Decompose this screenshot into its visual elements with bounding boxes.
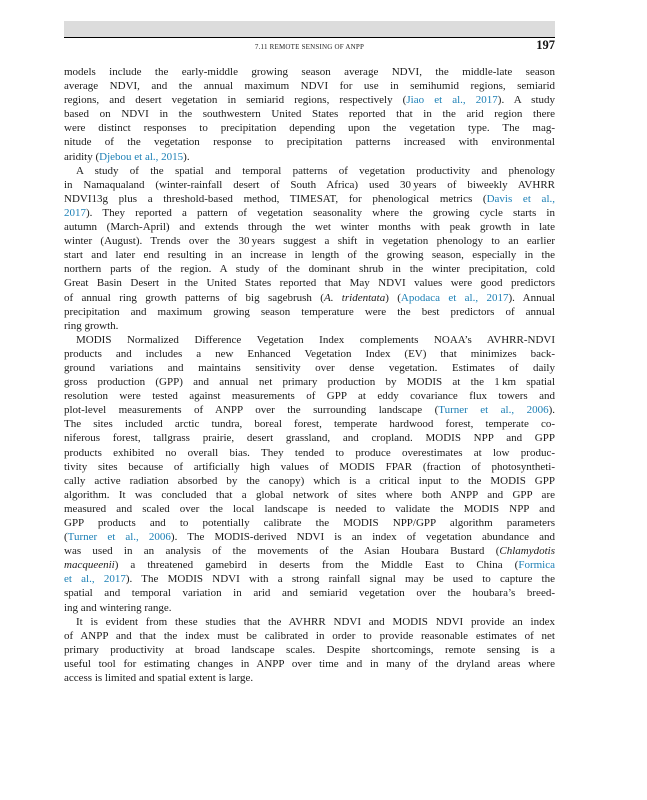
text-line <box>64 530 555 544</box>
text-run: ) ( <box>385 291 401 304</box>
text-line <box>64 150 555 164</box>
text-line <box>64 671 555 685</box>
running-title: 7.11 REMOTE SENSING OF ANPP <box>254 43 365 51</box>
text-run: A study of the spatial and temporal patterns of vegetation productivity and phenology <box>76 164 555 177</box>
text-line <box>64 403 555 417</box>
text-line <box>64 79 555 93</box>
text-line <box>64 586 555 600</box>
text-line <box>64 375 555 389</box>
text-run: algorithm. It was concluded that a global network of sites where both ANPP and GPP are <box>64 488 555 501</box>
text-run: was used in an analysis of the movements of the Asian Houbara Bustard ( <box>64 545 500 558</box>
text-line <box>64 615 555 629</box>
text-run: measured and scaled over the local landscape is needed to validate the MODIS NPP and <box>64 502 555 515</box>
text-run: nitude of the vegetation response to precipitation patterns increased with environmental <box>64 136 555 149</box>
text-run: Great Basin Desert in the United States reported that May NDVI values were good predictors <box>64 277 555 290</box>
text-line <box>64 206 555 220</box>
text-run: of ANPP and that the index must be calibrated in order to provide reasonable estimates of net <box>64 629 555 642</box>
text-run: ). The MODIS NDVI with a strong rainfall signal may be used to capture the <box>125 573 555 586</box>
italic-text: Chlamydotis <box>499 545 555 558</box>
text-run: aridity ( <box>64 150 100 163</box>
text-run: ring growth. <box>64 319 119 332</box>
text-line <box>64 460 555 474</box>
text-line <box>64 192 555 206</box>
text-run: plot-level measurements of ANPP over the surrounding landscape ( <box>64 404 439 417</box>
text-line <box>64 629 555 643</box>
text-run: winter (August). Trends over the 30 years suggest a shift in vegetation phenology to an earlier <box>64 235 555 248</box>
text-run: northern parts of the region. A study of the dominant shrub in the winter precipitation, cold <box>64 263 555 276</box>
text-run: products exhibited no overall bias. They tended to produce overestimates at low produc- <box>64 446 555 459</box>
text-run: start and later end resulting in an increase in length of the growing season, especially in the <box>64 249 555 262</box>
citation-link[interactable]: et al., 2017 <box>64 573 126 586</box>
text-line <box>64 502 555 516</box>
text-run: regions, and desert vegetation in semiarid regions, respectively ( <box>64 94 407 107</box>
text-run: gross production (GPP) and annual net primary production by MODIS at the 1 km spatial <box>64 376 555 389</box>
text-run: niferous forest, tallgrass prairie, desert grassland, and cropland. MODIS NPP and GPP <box>64 432 555 445</box>
citation-link[interactable]: Formica <box>518 559 555 572</box>
text-line <box>64 135 555 149</box>
text-line <box>64 276 555 290</box>
text-line <box>64 643 555 657</box>
text-run: access is limited and spatial extent is large. <box>64 672 254 685</box>
italic-text: A. tridentata <box>323 291 386 304</box>
text-line <box>64 558 555 572</box>
text-run: average NDVI, and the annual maximum NDVI for use in semihumid regions, semiarid <box>64 80 555 93</box>
text-run: ). They reported a pattern of vegetation seasonality where the growing cycle starts in <box>86 206 555 219</box>
text-run: useful tool for estimating changes in ANPP over time and in many of the dryland areas where <box>64 657 555 670</box>
text-run: MODIS Normalized Difference Vegetation Index complements NOAA’s AVHRR-NDVI <box>76 333 555 346</box>
text-line <box>64 431 555 445</box>
text-run: in Namaqualand (winter-rainfall desert of South Africa) used 30 years of biweekly AVHRR <box>64 178 555 191</box>
paragraph <box>64 65 555 164</box>
text-line <box>64 319 555 333</box>
text-run: precipitation and maximum growing season temperature were the best predictors of annual <box>64 305 555 318</box>
page-number: 197 <box>536 38 555 52</box>
text-line <box>64 234 555 248</box>
citation-link[interactable]: Jiao et al., 2017 <box>406 94 498 107</box>
paragraph <box>64 333 555 615</box>
text-line <box>64 93 555 107</box>
italic-text: macqueenii <box>64 559 115 572</box>
text-line <box>64 291 555 305</box>
citation-link[interactable]: Davis et al., <box>486 192 555 205</box>
text-run: cally active radiation absorbed by the canopy) which is a critical input to the MODIS GPP <box>64 474 555 487</box>
text-run: models include the early-middle growing season average NDVI, the middle-late season <box>64 66 555 78</box>
text-run: NDVI13g plus a threshold-based method, TIMESAT, for phenological metrics ( <box>64 192 487 205</box>
text-line <box>64 361 555 375</box>
citation-link[interactable]: Apodaca et al., 2017 <box>400 291 509 304</box>
text-line <box>64 65 555 79</box>
text-run: tivity sites because of artificially high values of MODIS FPAR (fraction of photosyntheti- <box>64 460 555 473</box>
text-run: spatial and temporal variation in arid and semiarid vegetation over the houbara’s breed- <box>64 587 555 600</box>
text-line <box>64 446 555 460</box>
text-line <box>64 164 555 178</box>
text-run: ). <box>548 404 555 417</box>
text-line <box>64 347 555 361</box>
text-line <box>64 572 555 586</box>
text-line <box>64 305 555 319</box>
text-line <box>64 178 555 192</box>
text-line <box>64 488 555 502</box>
text-run: ing and wintering range. <box>64 601 172 614</box>
text-line <box>64 474 555 488</box>
text-line <box>64 248 555 262</box>
citation-link[interactable]: 2017 <box>64 206 86 219</box>
text-run: of annual ring growth patterns of big sagebrush ( <box>64 291 324 304</box>
citation-link[interactable]: Djebou et al., 2015 <box>99 150 184 163</box>
text-run: GPP products and to potentially calibrate the MODIS NPP/GPP algorithm parameters <box>64 517 555 529</box>
text-run: ). A study <box>497 94 555 107</box>
text-run: primary productivity at broad landscape scales. Despite shortcomings, remote sensing is a <box>64 643 555 656</box>
text-run: resolution were tested against measurements of GPP at eddy covariance flux towers and <box>64 390 555 403</box>
text-line <box>64 601 555 615</box>
text-run: It is evident from these studies that the AVHRR NDVI and MODIS NDVI provide an index <box>76 615 555 628</box>
running-header <box>64 37 555 56</box>
text-line <box>64 333 555 347</box>
text-run: ). The MODIS-derived NDVI is an index of vegetation abundance and <box>170 531 555 544</box>
text-run: ). Annual <box>508 291 556 304</box>
text-run: were distinct responses to precipitation depending upon the vegetation type. The mag- <box>64 122 555 135</box>
body-text <box>64 65 555 685</box>
text-line <box>64 389 555 403</box>
text-run: autumn (March-April) and extends through the wet winter months with peak growth in late <box>64 221 555 234</box>
text-line <box>64 657 555 671</box>
text-line <box>64 544 555 558</box>
text-run: products and includes a new Enhanced Vegetation Index (EV) that minimizes back- <box>64 347 555 360</box>
text-run: The sites included arctic tundra, boreal forest, temperate hardwood forest, temperate co- <box>64 418 555 431</box>
text-run: ground variations and maintains sensitivity over dense vegetation. Estimates of daily <box>64 361 555 374</box>
text-line <box>64 107 555 121</box>
citation-link[interactable]: Turner et al., 2006 <box>438 404 549 417</box>
text-line <box>64 417 555 431</box>
text-run: ) a threatened gamebird in deserts from the Middle East to China ( <box>114 559 519 572</box>
text-line <box>64 220 555 234</box>
citation-link[interactable]: Turner et al., 2006 <box>67 531 171 544</box>
text-line <box>64 262 555 276</box>
paragraph <box>64 164 555 333</box>
text-line <box>64 121 555 135</box>
text-run: based on NDVI in the southwestern United States reported that in the arid region there <box>64 108 555 121</box>
text-run: ). <box>183 150 190 163</box>
paragraph <box>64 615 555 685</box>
text-run: ( <box>64 531 68 544</box>
text-line <box>64 516 555 530</box>
header-band <box>64 21 555 37</box>
